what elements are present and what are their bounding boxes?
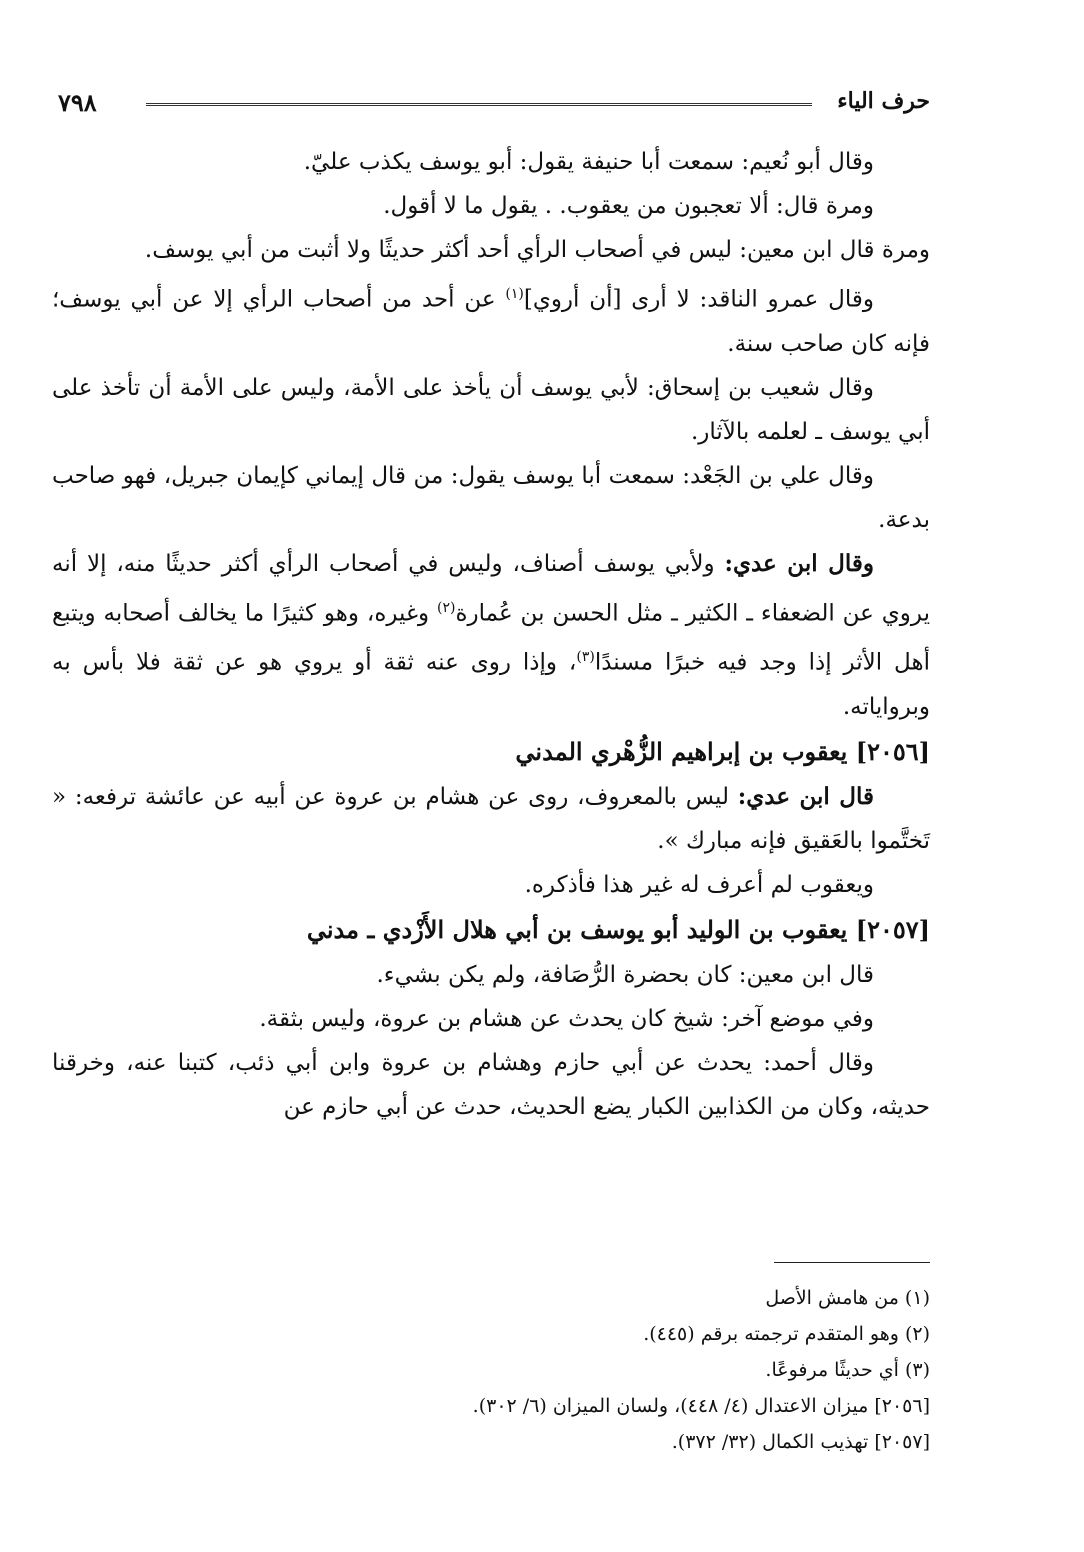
paragraph-text: عن أحد من أصحاب الرأي إلا عن أبي يوسف؛ فإنه كان صاحب سنة. bbox=[52, 286, 930, 357]
paragraph: وقال أحمد: يحدث عن أبي حازم وهشام بن عروة وابن أبي ذئب، كتبنا عنه، وخرقنا حديثه، وكان من الكذابين الكبار يضع الحديث، حدث عن أبي حازم عن bbox=[52, 1049, 930, 1120]
paragraph: وقال أبو نُعيم: سمعت أبا حنيفة يقول: أبو يوسف يكذب عليّ. bbox=[303, 149, 874, 175]
paragraph: وقال شعيب بن إسحاق: لأبي يوسف أن يأخذ على الأمة، وليس على الأمة أن تأخذ على أبي يوسف ـ لعلمه بالآثار. bbox=[52, 374, 930, 445]
paragraph-text: ولأبي يوسف أصناف، وليس في أصحاب الرأي أكثر حديثًا منه، إلا أنه يروي عن الضعفاء ـ الكثير ـ مثل الحسن بن عُمارة bbox=[52, 550, 930, 627]
paragraph-text: ليس بالمعروف، روى عن هشام بن عروة عن أبيه عن عائشة ترفعه: « تَختَّموا بالعَقيق فإنه مبارك ». bbox=[52, 783, 930, 854]
paragraph: وفي موضع آخر: شيخ كان يحدث عن هشام بن عروة، وليس بثقة. bbox=[259, 1005, 874, 1032]
footnote-ref: (٢) bbox=[437, 599, 456, 616]
paragraph-text: وقال عمرو الناقد: لا أرى [أن أروي] bbox=[523, 286, 874, 313]
paragraph bbox=[52, 775, 930, 863]
entry-heading-2056: [٢٠٥٦] يعقوب بن إبراهيم الزُّهْري المدني bbox=[515, 736, 930, 766]
paragraph-text: ، وإذا روى عنه ثقة أو يروي هو عن ثقة فلا بأس به وبرواياته. bbox=[52, 649, 930, 720]
paragraph bbox=[52, 542, 930, 729]
paragraph-lead: وقال ابن عدي: bbox=[724, 549, 874, 577]
main-text bbox=[52, 140, 930, 1129]
paragraph bbox=[52, 272, 930, 366]
footnotes bbox=[210, 1280, 930, 1460]
paragraph: ومرة قال: ألا تعجبون من يعقوب. . يقول ما لا أقول. bbox=[383, 193, 874, 219]
footnote: (٣) أي حديثًا مرفوعًا. bbox=[765, 1359, 930, 1381]
footnote-ref: (١) bbox=[505, 286, 524, 302]
footnote: [٢٠٥٧] تهذيب الكمال (٣٢/ ٣٧٢). bbox=[671, 1431, 930, 1453]
paragraph-lead: قال ابن عدي: bbox=[737, 782, 874, 810]
footnote: (١) من هامش الأصل bbox=[765, 1287, 930, 1309]
footnote: (٢) وهو المتقدم ترجمته برقم (٤٤٥). bbox=[643, 1323, 930, 1345]
paragraph: قال ابن معين: كان بحضرة الرُّصَافة، ولم يكن بشيء. bbox=[376, 961, 874, 988]
paragraph: ويعقوب لم أعرف له غير هذا فأذكره. bbox=[524, 871, 874, 898]
paragraph: ومرة قال ابن معين: ليس في أصحاب الرأي أحد أكثر حديثًا ولا أثبت من أبي يوسف. bbox=[144, 237, 930, 263]
running-head: حرف الياء bbox=[837, 88, 930, 114]
paragraph-text: وغيره، وهو كثيرًا ما يخالف أصحابه ويتبع أهل الأثر إذا وجد فيه خبرًا مسندًا bbox=[52, 600, 930, 676]
page-header bbox=[58, 88, 930, 122]
paragraph: وقال علي بن الجَعْد: سمعت أبا يوسف يقول: من قال إيماني كإيمان جبريل، فهو صاحب بدعة. bbox=[52, 462, 930, 533]
header-rule bbox=[146, 103, 812, 106]
footnote-ref: (٣) bbox=[576, 649, 595, 666]
page-number: ٧٩٨ bbox=[58, 88, 97, 117]
footnote-rule bbox=[774, 1262, 930, 1263]
footnote: [٢٠٥٦] ميزان الاعتدال (٤/ ٤٤٨)، ولسان الميزان (٦/ ٣٠٢). bbox=[472, 1395, 930, 1417]
entry-heading-2057: [٢٠٥٧] يعقوب بن الوليد أبو يوسف بن أبي هلال الأَزْدي ـ مدني bbox=[306, 914, 930, 944]
